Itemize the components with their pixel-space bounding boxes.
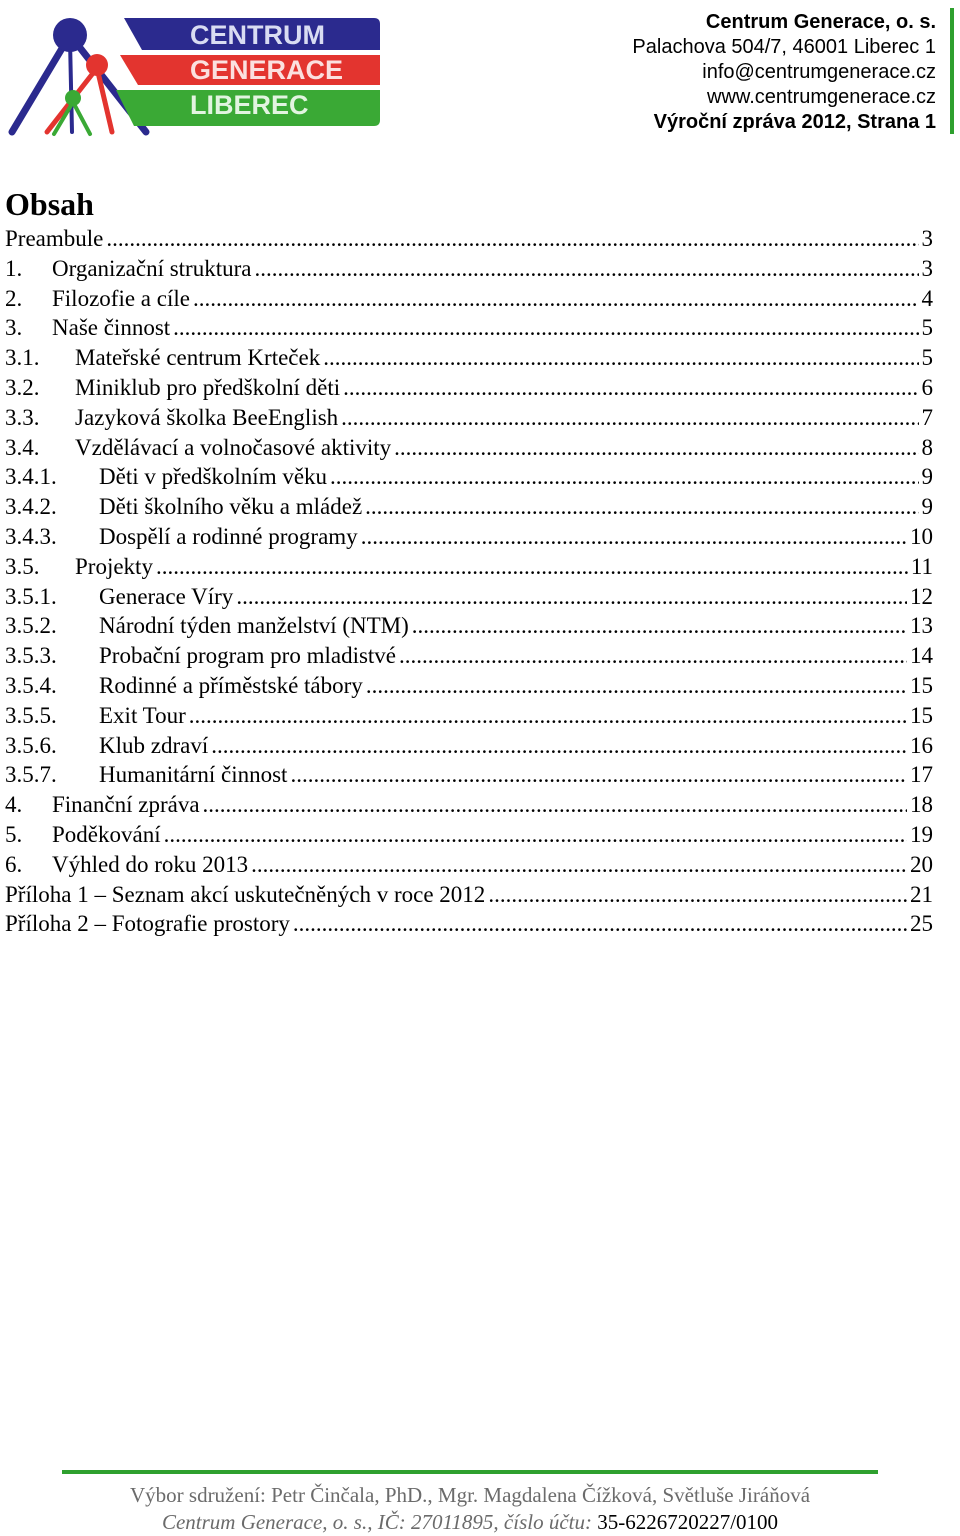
toc-entry-title: Preambule bbox=[5, 226, 104, 251]
toc-dot-leader bbox=[193, 284, 919, 314]
toc-entry-number: 6. bbox=[5, 851, 23, 877]
toc-dot-leader bbox=[236, 582, 907, 612]
toc-entry-title: Příloha 1 – Seznam akcí uskutečněných v roce 2012 bbox=[5, 881, 486, 907]
toc-entry-page: 9 bbox=[921, 494, 933, 520]
toc-entry-page: 11 bbox=[910, 553, 933, 579]
toc-entry-title: Miniklub pro předškolní děti bbox=[75, 374, 341, 400]
toc-entry-page: 9 bbox=[921, 464, 933, 490]
toc-entry-number: 3.4.2. bbox=[5, 494, 57, 520]
toc-entry-page: 10 bbox=[910, 523, 933, 549]
toc-entry-number: 3.4. bbox=[5, 434, 40, 460]
toc-entry[interactable] bbox=[5, 611, 933, 641]
toc-entry-number: 4. bbox=[5, 792, 23, 818]
logo bbox=[2, 10, 382, 140]
toc-entry-title: Naše činnost bbox=[52, 315, 171, 341]
footer-org-details: Centrum Generace, o. s., IČ: 27011895, číslo účtu: bbox=[161, 1510, 592, 1534]
toc-entry-title: Rodinné a příměstské tábory bbox=[99, 672, 363, 698]
toc-entry-page: 18 bbox=[910, 792, 933, 818]
toc-entry[interactable] bbox=[5, 731, 933, 761]
toc-dot-leader bbox=[106, 224, 918, 254]
toc-entry-page: 20 bbox=[910, 851, 933, 877]
header-accent-bar bbox=[950, 8, 954, 134]
toc-entry-page: 17 bbox=[910, 762, 933, 788]
footer bbox=[0, 1482, 940, 1536]
toc-entry[interactable] bbox=[5, 522, 933, 552]
toc-entry-page: 21 bbox=[910, 881, 933, 907]
toc-dot-leader bbox=[211, 731, 907, 761]
toc-entry-number: 3.5.1. bbox=[5, 583, 57, 609]
toc-entry-title: Jazyková školka BeeEnglish bbox=[75, 404, 339, 430]
toc-dot-leader bbox=[399, 641, 907, 671]
toc-entry-title: Humanitární činnost bbox=[99, 762, 288, 788]
toc-entry[interactable] bbox=[5, 820, 933, 850]
toc-entry-number: 3.5.2. bbox=[5, 613, 57, 639]
toc-dot-leader bbox=[290, 760, 907, 790]
toc-entry[interactable] bbox=[5, 582, 933, 612]
footer-account-number: 35-6226720227/0100 bbox=[597, 1510, 779, 1534]
toc-entry[interactable] bbox=[5, 284, 933, 314]
toc-entry-page: 3 bbox=[921, 226, 933, 251]
toc-entry-page: 5 bbox=[921, 345, 933, 371]
toc-entry-title: Filozofie a cíle bbox=[52, 285, 190, 311]
logo-text-3: LIBEREC bbox=[190, 90, 309, 120]
toc-entry-number: 3. bbox=[5, 315, 23, 341]
toc-dot-leader bbox=[254, 254, 918, 284]
organization-website[interactable]: www.centrumgenerace.cz bbox=[707, 86, 936, 108]
toc-entry-page: 19 bbox=[910, 821, 933, 847]
toc-entry-title: Dospělí a rodinné programy bbox=[99, 523, 358, 549]
toc-entry-title: Výhled do roku 2013 bbox=[52, 851, 249, 877]
toc-entry-title: Příloha 2 – Fotografie prostory bbox=[5, 911, 290, 937]
toc-entry[interactable] bbox=[5, 313, 933, 343]
toc-dot-leader bbox=[156, 552, 908, 582]
toc-entry[interactable] bbox=[5, 880, 933, 910]
toc-entry[interactable] bbox=[5, 373, 933, 403]
toc-entry-page: 15 bbox=[910, 672, 933, 698]
toc-dot-leader bbox=[293, 909, 907, 939]
toc-entry-number: 3.4.3. bbox=[5, 523, 57, 549]
table-of-contents bbox=[5, 224, 933, 939]
toc-entry-page: 15 bbox=[910, 702, 933, 728]
toc-entry-title: Vzdělávací a volnočasové aktivity bbox=[75, 434, 392, 460]
toc-dot-leader bbox=[251, 850, 907, 880]
toc-entry-title: Probační program pro mladistvé bbox=[99, 643, 397, 669]
toc-dot-leader bbox=[412, 611, 907, 641]
toc-entry-page: 4 bbox=[921, 285, 933, 311]
organization-info bbox=[632, 10, 936, 135]
toc-entry-page: 5 bbox=[921, 315, 933, 341]
organization-email[interactable]: info@centrumgenerace.cz bbox=[702, 61, 936, 83]
toc-entry[interactable] bbox=[5, 403, 933, 433]
toc-entry-title: Generace Víry bbox=[99, 583, 234, 609]
toc-entry[interactable] bbox=[5, 433, 933, 463]
toc-entry[interactable] bbox=[5, 671, 933, 701]
footer-divider bbox=[62, 1470, 878, 1474]
toc-dot-leader bbox=[343, 373, 918, 403]
toc-entry[interactable] bbox=[5, 254, 933, 284]
toc-title: Obsah bbox=[5, 186, 94, 222]
toc-entry[interactable] bbox=[5, 701, 933, 731]
toc-entry-page: 6 bbox=[921, 374, 933, 400]
toc-entry[interactable] bbox=[5, 492, 933, 522]
toc-entry[interactable] bbox=[5, 909, 933, 939]
toc-dot-leader bbox=[365, 492, 918, 522]
toc-dot-leader bbox=[189, 701, 907, 731]
toc-entry-number: 2. bbox=[5, 285, 23, 311]
toc-entry[interactable] bbox=[5, 850, 933, 880]
toc-entry-title: Exit Tour bbox=[99, 702, 186, 728]
toc-entry-number: 3.5.7. bbox=[5, 762, 57, 788]
report-page-label: Výroční zpráva 2012, Strana 1 bbox=[653, 111, 936, 133]
toc-dot-leader bbox=[394, 433, 918, 463]
toc-entry[interactable] bbox=[5, 790, 933, 820]
toc-entry[interactable] bbox=[5, 641, 933, 671]
toc-dot-leader bbox=[164, 820, 907, 850]
toc-entry-number: 5. bbox=[5, 821, 23, 847]
toc-entry-page: 16 bbox=[910, 732, 933, 758]
toc-entry-number: 3.5.3. bbox=[5, 643, 57, 669]
toc-entry-title: Klub zdraví bbox=[99, 732, 209, 758]
toc-entry-page: 25 bbox=[910, 911, 933, 937]
toc-entry-title: Projekty bbox=[75, 553, 153, 579]
toc-entry-title: Finanční zpráva bbox=[52, 792, 200, 818]
toc-dot-leader bbox=[366, 671, 907, 701]
logo-graphic bbox=[2, 10, 382, 140]
toc-entry-title: Národní týden manželství (NTM) bbox=[99, 613, 409, 639]
toc-dot-leader bbox=[361, 522, 907, 552]
toc-entry-number: 3.5.6. bbox=[5, 732, 57, 758]
toc-dot-leader bbox=[323, 343, 918, 373]
toc-entry[interactable] bbox=[5, 224, 933, 254]
toc-entry-number: 3.2. bbox=[5, 374, 40, 400]
toc-entry-title: Poděkování bbox=[52, 821, 161, 847]
toc-dot-leader bbox=[488, 880, 907, 910]
footer-committee: Výbor sdružení: Petr Činčala, PhD., Mgr. Magdalena Čížková, Světluše Jiráňová bbox=[129, 1483, 811, 1507]
toc-entry[interactable] bbox=[5, 552, 933, 582]
toc-entry-title: Organizační struktura bbox=[52, 255, 252, 281]
toc-entry[interactable] bbox=[5, 760, 933, 790]
toc-entry-number: 3.4.1. bbox=[5, 464, 57, 490]
toc-dot-leader bbox=[173, 313, 918, 343]
logo-text-2: GENERACE bbox=[190, 55, 344, 85]
toc-entry-number: 3.5. bbox=[5, 553, 40, 579]
toc-entry-title: Mateřské centrum Krteček bbox=[75, 345, 321, 371]
toc-entry-page: 13 bbox=[910, 613, 933, 639]
footer-registration bbox=[0, 1509, 940, 1536]
toc-dot-leader bbox=[330, 462, 918, 492]
toc-entry-page: 12 bbox=[910, 583, 933, 609]
toc-entry-number: 3.1. bbox=[5, 345, 40, 371]
toc-entry-number: 3.5.5. bbox=[5, 702, 57, 728]
organization-address: Palachova 504/7, 46001 Liberec 1 bbox=[632, 36, 936, 58]
toc-entry-number: 1. bbox=[5, 255, 23, 281]
toc-entry-number: 3.5.4. bbox=[5, 672, 57, 698]
toc-entry-page: 7 bbox=[921, 404, 933, 430]
toc-entry[interactable] bbox=[5, 343, 933, 373]
organization-name: Centrum Generace, o. s. bbox=[705, 11, 936, 33]
toc-entry-number: 3.3. bbox=[5, 404, 40, 430]
toc-entry-title: Děti školního věku a mládež bbox=[99, 494, 363, 520]
toc-dot-leader bbox=[341, 403, 918, 433]
toc-entry-page: 8 bbox=[921, 434, 933, 460]
toc-dot-leader bbox=[203, 790, 907, 820]
toc-entry-page: 14 bbox=[910, 643, 933, 669]
toc-entry-title: Děti v předškolním věku bbox=[99, 464, 328, 490]
toc-entry-page: 3 bbox=[921, 255, 933, 281]
toc-entry[interactable] bbox=[5, 462, 933, 492]
logo-text-1: CENTRUM bbox=[190, 20, 325, 50]
